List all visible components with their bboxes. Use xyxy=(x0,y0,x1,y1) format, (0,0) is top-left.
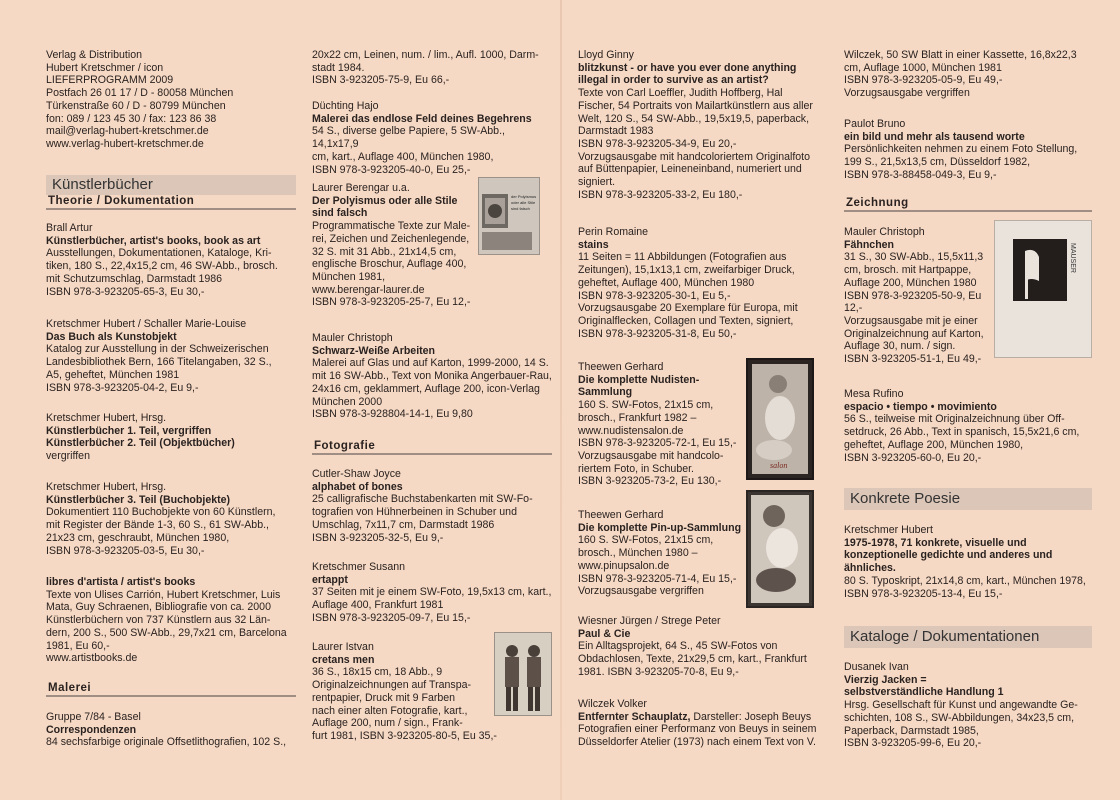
entry-line: 160 S. SW-Fotos, 21x15 cm, xyxy=(578,399,714,412)
entry-line: brosch., Frankfurt 1982 – xyxy=(578,411,697,424)
entry-author: Laurer Istvan xyxy=(312,641,374,653)
entry-line: Persönlichkeiten nehmen zu einem Foto Stellung, xyxy=(844,143,1078,156)
entry-title: Schwarz-Weiße Arbeiten xyxy=(312,344,436,357)
catalog-entry xyxy=(46,412,296,463)
catalog-entry xyxy=(844,661,1092,750)
entry-author: Theewen Gerhard xyxy=(578,509,664,521)
entry-line: 21x23 cm, geschraubt, München 1980, xyxy=(46,531,230,544)
entry-isbn: ISBN 978-3-923205-33-2, Eu 180,- xyxy=(578,188,743,201)
entry-line: Fischer, 54 Portraits von Mailartkünstlern aus aller xyxy=(578,99,813,112)
entry-line: 199 S., 21,5x13,5 cm, Düsseldorf 1982, xyxy=(844,156,1031,169)
entry-line: riertem Foto, in Schuber. xyxy=(578,462,694,475)
entry-title: ein bild und mehr als tausend worte xyxy=(844,130,1025,143)
entry-line: 11 Seiten = 11 Abbildungen (Fotografien aus xyxy=(578,251,787,264)
subheading-zeichnung xyxy=(844,195,1092,211)
entry-isbn: ISBN 978-3-923205-31-8, Eu 50,- xyxy=(578,327,737,340)
entry-author: Kretschmer Hubert / Schaller Marie-Louise xyxy=(46,318,247,330)
entry-isbn: ISBN 3-923205-51-1, Eu 49,- xyxy=(844,353,982,366)
entry-line: Ausstellungen, Dokumentationen, Kataloge, Kri- xyxy=(46,247,272,260)
entry-isbn: ISBN 978-3-923205-72-1, Eu 15,- xyxy=(578,437,737,450)
entry-title: 1975-1978, 71 konkrete, visuelle und xyxy=(844,536,1027,549)
entry-line: 20x22 cm, Leinen, num. / lim., Aufl. 1000, Darm- xyxy=(312,49,539,61)
publisher-line: Hubert Kretschmer / icon xyxy=(46,61,164,74)
entry-isbn: ISBN 978-3-923205-71-4, Eu 15,- xyxy=(578,572,737,585)
subheading-label: Fotografie xyxy=(314,440,376,452)
entry-title: Malerei das endlose Feld deines Begehrens xyxy=(312,112,532,125)
entry-line: Künstlerbüchern von 737 Künstlern aus 32 Län- xyxy=(46,614,271,627)
website-link[interactable]: www.verlag-hubert-kretschmer.de xyxy=(46,137,204,150)
entry-author: Mauler Christoph xyxy=(844,226,925,238)
entry-line: cm, brosch. mit Hartpappe, xyxy=(844,264,972,277)
entry-title: Paul & Cie xyxy=(578,627,631,640)
subheading-rule xyxy=(844,210,1092,212)
entry-title: cretans men xyxy=(312,653,375,666)
entry-isbn: ISBN 978-3-923205-03-5, Eu 30,- xyxy=(46,544,205,557)
subheading-label: Malerei xyxy=(48,682,92,694)
entry-isbn: ISBN 978-3-923205-34-9, Eu 20,- xyxy=(578,137,737,150)
entry-title: Künstlerbücher 3. Teil (Buchobjekte) xyxy=(46,493,231,506)
entry-title: illegal in order to survive as an artist? xyxy=(578,74,769,87)
entry-line: Zeitungen), 15,1x13,1 cm, zweifarbiger Druck, xyxy=(578,264,795,277)
entry-line: tiken, 180 S., 22,4x15,2 cm, 46 SW-Abb., brosch. xyxy=(46,260,278,273)
entry-title: sind falsch xyxy=(312,207,368,220)
entry-title: Das Buch als Kunstobjekt xyxy=(46,330,177,343)
catalog-entry xyxy=(578,509,818,598)
website-link[interactable]: www.artistbooks.de xyxy=(46,652,138,665)
entry-line: mit Register der Bände 1-3, 60 S., 61 SW-Abb., xyxy=(46,519,269,532)
subheading-rule xyxy=(46,208,296,210)
entry-line: Hrsg. Gesellschaft für Kunst und angewandte Ge- xyxy=(844,699,1078,712)
entry-line: rentpapier, Druck mit 9 Farben xyxy=(312,691,456,704)
entry-author: Gruppe 7/84 - Basel xyxy=(46,711,141,723)
subheading-label: Zeichnung xyxy=(846,197,909,209)
entry-isbn: ISBN 978-3-923205-09-7, Eu 15,- xyxy=(312,611,471,624)
catalog-entry xyxy=(844,524,1092,600)
entry-line: tografien von Hühnerbeinen in Schuber und xyxy=(312,506,517,519)
entry-author: Kretschmer Hubert, Hrsg. xyxy=(46,412,167,424)
catalog-entry xyxy=(312,561,552,625)
entry-line: cm, kart., Auflage 400, München 1980, xyxy=(312,150,494,163)
entry-line: Welt, 120 S., 54 SW-Abb., 19,5x19,5, paperback, xyxy=(578,112,810,125)
entry-isbn: furt 1981, ISBN 3-923205-80-5, Eu 35,- xyxy=(312,729,497,742)
entry-line: 56 S., teilweise mit Originalzeichnung über Off- xyxy=(844,413,1065,426)
publisher-info xyxy=(46,49,296,151)
entry-line: Texte von Ulises Carrión, Hubert Kretschmer, Luis xyxy=(46,588,281,601)
entry-line: dern, 200 S., 500 SW-Abb., 29,7x21 cm, Barcelona xyxy=(46,626,287,639)
entry-line: Vorzugsausgabe vergriffen xyxy=(844,87,970,100)
entry-line: Originalflecken, Collagen und Texten, signiert, xyxy=(578,314,794,327)
website-link[interactable]: www.pinupsalon.de xyxy=(578,559,670,572)
catalog-entry xyxy=(844,118,1092,182)
entry-line: 37 Seiten mit je einem SW-Foto, 19,5x13 cm, kart., xyxy=(312,586,552,599)
catalog-entry xyxy=(46,318,296,394)
catalog-entry xyxy=(46,222,296,298)
catalog-entry xyxy=(312,641,552,743)
entry-line: Vorzugsausgabe mit handcolo- xyxy=(578,449,724,462)
subheading-label: Theorie / Dokumentation xyxy=(48,195,195,207)
entry-title: Sammlung xyxy=(578,386,633,399)
entry-isbn: ISBN 978-3-923205-25-7, Eu 12,- xyxy=(312,296,471,309)
catalog-entry xyxy=(46,711,296,749)
entry-title-line xyxy=(578,711,818,724)
entry-line: 84 sechsfarbige originale Offsetlithografien, 102 S., xyxy=(46,736,287,749)
website-link[interactable]: www.nudistensalon.de xyxy=(578,424,684,437)
entry-author: Mauler Christoph xyxy=(312,332,393,344)
entry-author: Wiesner Jürgen / Strege Peter xyxy=(578,615,721,627)
entry-line: Vorzugsausgabe vergriffen xyxy=(578,585,704,598)
entry-line: 160 S. SW-Fotos, 21x15 cm, xyxy=(578,534,714,547)
entry-line: Auflage 200, München 1980 xyxy=(844,276,977,289)
entry-isbn: ISBN 978-3-923205-13-4, Eu 15,- xyxy=(844,587,1003,600)
page-fold xyxy=(560,0,562,800)
entry-line: vergriffen xyxy=(46,450,90,463)
publisher-line: Verlag & Distribution xyxy=(46,49,142,61)
cover-text: oder alle Stile xyxy=(511,200,536,205)
entry-author: Paulot Bruno xyxy=(844,118,906,130)
entry-line: Darsteller: Joseph Beuys xyxy=(690,710,812,723)
entry-line: 80 S. Typoskript, 21x14,8 cm, kart., München 1978, xyxy=(844,574,1086,587)
entry-author: Kretschmer Susann xyxy=(312,561,406,573)
catalog-entry xyxy=(312,468,552,544)
entry-line: Malerei auf Glas und auf Karton, 1999-2000, 14 S. xyxy=(312,357,549,370)
entry-line: Programmatische Texte zur Male- xyxy=(312,220,471,233)
entry-line: mit Schutzumschlag, Darmstadt 1986 xyxy=(46,272,223,285)
entry-author: Cutler-Shaw Joyce xyxy=(312,468,401,480)
entry-line: schichten, 108 S., SW-Abbildungen, 34x23,5 cm, xyxy=(844,711,1075,724)
entry-line: Mata, Guy Schraenen, Bibliografie von ca. 2000 xyxy=(46,601,271,614)
entry-isbn: 1981. ISBN 3-923205-70-8, Eu 9,- xyxy=(578,665,739,678)
subheading-fotografie xyxy=(312,438,552,454)
entry-author: Mesa Rufino xyxy=(844,388,904,400)
entry-line: Auflage 30, num. / sign. xyxy=(844,340,956,353)
catalog-entry xyxy=(46,576,296,665)
entry-author: Brall Artur xyxy=(46,222,93,234)
entry-line: Umschlag, 7x11,7 cm, Darmstadt 1986 xyxy=(312,518,495,531)
entry-line: rei, Zeichen und Zeichenlegende, xyxy=(312,232,470,245)
entry-isbn: ISBN 978-3-923205-50-9, Eu xyxy=(844,289,982,302)
subheading-malerei xyxy=(46,680,296,696)
catalog-entry xyxy=(844,388,1092,464)
entry-title: Entfernter Schauplatz, xyxy=(578,710,691,723)
entry-isbn: ISBN 978-3-923205-04-2, Eu 9,- xyxy=(46,381,199,394)
entry-line: auf Büttenpapier, Leineneinband, numeriert und xyxy=(578,163,802,176)
entry-title: libres d'artista / artist's books xyxy=(46,576,196,588)
entry-author: Perin Romaine xyxy=(578,226,649,238)
entry-title: konzeptionelle gedichte und anderes und xyxy=(844,549,1053,562)
entry-line: Düsseldorfer Atelier (1973) nach einem Text von V. xyxy=(578,736,816,749)
entry-line: Wilczek, 50 SW Blatt in einer Kassette, 16,8x22,3 xyxy=(844,49,1077,61)
entry-line: Vorzugsausgabe mit je einer xyxy=(844,314,978,327)
entry-title: espacio • tiempo • movimiento xyxy=(844,400,997,413)
entry-isbn: ISBN 3-923205-60-0, Eu 20,- xyxy=(844,451,982,464)
entry-line: 36 S., 18x15 cm, 18 Abb., 9 xyxy=(312,666,443,679)
entry-title: Die komplette Pin-up-Sammlung xyxy=(578,521,742,534)
entry-isbn: ISBN 3-923205-73-2, Eu 130,- xyxy=(578,475,722,488)
cover-text: sind falsch xyxy=(511,206,530,211)
entry-line: Fotografien einer Performanz von Beuys in seinem xyxy=(578,723,817,736)
cover-text: der Polyismus xyxy=(511,194,537,199)
catalog-entry xyxy=(312,332,552,421)
publisher-line: LIEFERPROGRAMM 2009 xyxy=(46,74,174,87)
catalog-entry xyxy=(578,361,818,488)
entry-line: 12,- xyxy=(844,302,863,315)
publisher-line: fon: 089 / 123 45 30 / fax: 123 86 38 xyxy=(46,112,217,125)
entry-line: brosch., München 1980 – xyxy=(578,547,698,560)
entry-isbn: ISBN 3-923205-99-6, Eu 20,- xyxy=(844,737,982,750)
catalog-entry xyxy=(578,698,818,749)
entry-line: A5, geheftet, München 1981 xyxy=(46,368,180,381)
catalog-entry-continued xyxy=(844,49,1092,100)
catalog-entry xyxy=(578,615,818,679)
catalog-entry xyxy=(578,49,818,201)
entry-isbn: ISBN 978-3-923205-05-9, Eu 49,- xyxy=(844,74,1003,87)
catalog-entry-continued xyxy=(312,49,552,87)
entry-line: Auflage 200, num / sign., Frank- xyxy=(312,717,463,730)
entry-title: Die komplette Nudisten- xyxy=(578,373,700,386)
entry-line: geheftet, Auflage 200, München 1980, xyxy=(844,438,1024,451)
website-link[interactable]: www.berengar-laurer.de xyxy=(312,283,425,296)
entry-title: selbstverständliche Handlung 1 xyxy=(844,686,1004,699)
entry-line: stadt 1984. xyxy=(312,61,365,74)
section-heading-kuenstlerbuecher: Künstlerbücher xyxy=(46,175,296,195)
section-heading-konkrete-poesie: Konkrete Poesie xyxy=(844,488,1092,510)
entry-author: Dusanek Ivan xyxy=(844,661,909,673)
entry-title: Künstlerbücher 2. Teil (Objektbücher) xyxy=(46,437,235,450)
entry-line: signiert. xyxy=(578,176,616,189)
email-link[interactable]: mail@verlag-hubert-kretschmer.de xyxy=(46,125,209,138)
entry-line: cm, Auflage 1000, München 1981 xyxy=(844,61,1002,74)
entry-line: Landesbibliothek Bern, 166 Titelangaben, 32 S., xyxy=(46,356,272,369)
catalog-entry xyxy=(312,100,552,176)
entry-line: Paperback, Darmstadt 1985, xyxy=(844,724,979,737)
entry-line: Obdachlosen, Texte, 21x29,5 cm, kart., Frankfurt xyxy=(578,653,807,666)
entry-title: ertappt xyxy=(312,573,348,586)
entry-line: 1981, Eu 60,- xyxy=(46,639,110,652)
entry-isbn: ISBN 3-923205-32-5, Eu 9,- xyxy=(312,531,444,544)
entry-line: 24x16 cm, geklammert, Auflage 200, icon-Verlag xyxy=(312,382,540,395)
entry-isbn: ISBN 978-3-928804-14-1, Eu 9,80 xyxy=(312,408,473,421)
entry-line: Vorzugsausgabe 20 Exemplare für Europa, mit xyxy=(578,302,798,315)
entry-author: Wilczek Volker xyxy=(578,698,647,710)
publisher-line: Türkenstraße 60 / D - 80799 München xyxy=(46,99,226,112)
entry-author: Kretschmer Hubert, Hrsg. xyxy=(46,481,167,493)
entry-line: 54 S., diverse gelbe Papiere, 5 SW-Abb., 14,1x17,9 xyxy=(312,125,505,151)
cover-text: salon xyxy=(770,461,788,470)
entry-author: Düchting Hajo xyxy=(312,100,379,112)
catalog-entry xyxy=(844,226,1092,366)
entry-author: Laurer Berengar u.a. xyxy=(312,182,410,194)
entry-line: Originalzeichnung auf Karton, xyxy=(844,327,984,340)
subheading-rule xyxy=(312,453,552,455)
entry-title: Correspondenzen xyxy=(46,723,137,736)
entry-author: Kretschmer Hubert xyxy=(844,524,933,536)
entry-line: geheftet, Auflage 400, München 1980 xyxy=(578,276,755,289)
entry-isbn: ISBN 978-3-923205-40-0, Eu 25,- xyxy=(312,163,471,176)
entry-author: Theewen Gerhard xyxy=(578,361,664,373)
entry-title: ähnliches. xyxy=(844,562,896,575)
entry-line: Darmstadt 1983 xyxy=(578,125,654,138)
entry-title: alphabet of bones xyxy=(312,480,403,493)
entry-title: Künstlerbücher, artist's books, book as art xyxy=(46,234,261,247)
cover-text: MAUSER xyxy=(1069,243,1076,273)
entry-isbn: ISBN 978-3-923205-65-3, Eu 30,- xyxy=(46,285,205,298)
catalog-entry xyxy=(578,226,818,340)
entry-line: nach einer alten Fotografie, kart., xyxy=(312,704,468,717)
entry-title: Fähnchen xyxy=(844,238,895,251)
subheading-theorie xyxy=(46,193,296,209)
entry-author: Lloyd Ginny xyxy=(578,49,634,61)
entry-line: Dokumentiert 110 Buchobjekte von 60 Künstlern, xyxy=(46,506,276,519)
subheading-rule xyxy=(46,695,296,697)
entry-line: 32 S. mit 31 Abb., 21x14,5 cm, xyxy=(312,245,457,258)
entry-line: 31 S., 30 SW-Abb., 15,5x11,3 xyxy=(844,251,984,264)
entry-line: setdruck, 26 Abb., Text in spanisch, 15,5x21,6 cm, xyxy=(844,426,1080,439)
entry-line: Katalog zur Ausstellung in der Schweizerischen xyxy=(46,343,269,356)
entry-title: blitzkunst - or have you ever done anything xyxy=(578,61,797,74)
entry-title: Künstlerbücher 1. Teil, vergriffen xyxy=(46,424,212,437)
entry-line: mit 16 SW-Abb., Text von Monika Angerbauer-Rau, xyxy=(312,370,552,383)
entry-line: Auflage 400, Frankfurt 1981 xyxy=(312,599,444,612)
entry-line: Texte von Carl Loeffler, Judith Hoffberg, Hal xyxy=(578,87,783,100)
section-heading-kataloge: Kataloge / Dokumentationen xyxy=(844,626,1092,648)
entry-line: München 2000 xyxy=(312,395,383,408)
catalog-entry xyxy=(46,481,296,557)
entry-title: stains xyxy=(578,238,609,251)
entry-line: englische Broschur, Auflage 400, xyxy=(312,258,467,271)
entry-isbn: ISBN 978-3-88458-049-3, Eu 9,- xyxy=(844,168,997,181)
entry-line: München 1981, xyxy=(312,270,386,283)
catalog-entry xyxy=(312,182,552,309)
entry-isbn: ISBN 3-923205-75-9, Eu 66,- xyxy=(312,74,450,87)
entry-line: 25 calligrafische Buchstabenkarten mit SW-Fo- xyxy=(312,493,533,506)
entry-line: Vorzugsausgabe mit handcoloriertem Originalfoto xyxy=(578,150,811,163)
entry-isbn: ISBN 978-3-923205-30-1, Eu 5,- xyxy=(578,289,731,302)
entry-line: Ein Alltagsprojekt, 64 S., 45 SW-Fotos von xyxy=(578,640,778,653)
entry-title: Der Polyismus oder alle Stile xyxy=(312,194,458,207)
entry-line: Originalzeichnungen auf Transpa- xyxy=(312,679,472,692)
publisher-line: Postfach 26 01 17 / D - 80058 München xyxy=(46,87,234,100)
entry-title: Vierzig Jacken = xyxy=(844,673,927,686)
